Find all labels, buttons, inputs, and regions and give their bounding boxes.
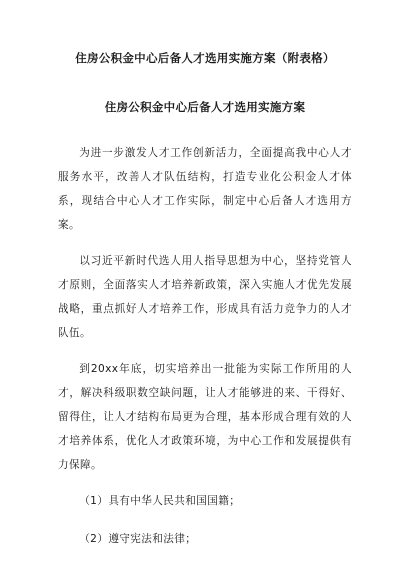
list-item-law: （2）遵守宪法和法律； <box>79 533 197 545</box>
document-title: 住房公积金中心后备人才选用实施方案（附表格） <box>75 51 335 65</box>
document-subtitle: 住房公积金中心后备人才选用实施方案 <box>104 100 306 114</box>
paragraph-goal: 到20xx年底，切实培养出一批能为实际工作所用的人才，解决科级职数空缺问题，让人才能够进的来、干得好、留得住，让人才结构布局更为合理，基本形成合理有效的人才培养体系，优化人才政策环境，为中心工作和发展提供有力保障。 <box>58 363 352 471</box>
list-item-nationality: （1）具有中华人民共和国国籍； <box>79 495 241 507</box>
paragraph-purpose: 为进一步激发人才工作创新活力，全面提高我中心人才服务水平，改善人才队伍结构，打造专业化公积金人才体系，现结合中心人才工作实际，制定中心后备人才选用方案。 <box>58 147 352 231</box>
paragraph-guiding-ideology: 以习近平新时代选人用人指导思想为中心，坚持党管人才原则，全面落实人才培养新政策，深入实施人才优先发展战略，重点抓好人才培养工作，形成具有活力竞争力的人才队伍。 <box>58 255 352 339</box>
